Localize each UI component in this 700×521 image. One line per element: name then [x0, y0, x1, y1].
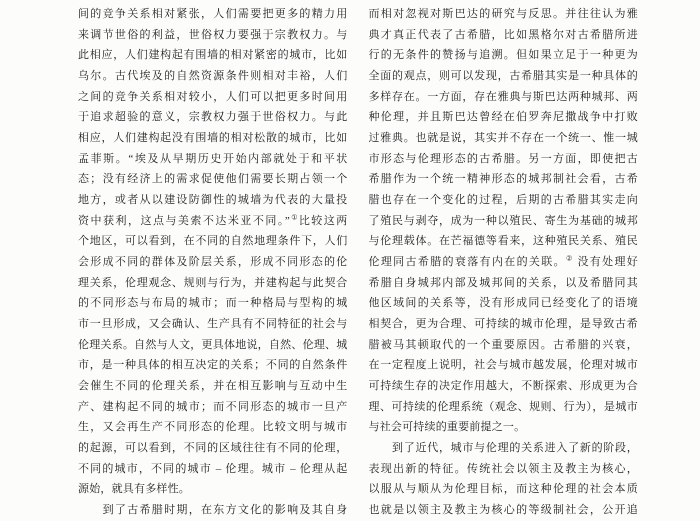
text-line: 伦理关系。自然与人文，更具体地说，自然、伦理、城 [78, 338, 348, 351]
text-line: 伦理同古希腊的衰落有内在的关联。② 没有处理好 [368, 254, 638, 269]
text-line: 市，是一种具体的相互决定的关系；不同的自然条件 [78, 359, 348, 372]
text-line: 全面的观点，则可以发现，古希腊其实是一种具体的 [368, 70, 638, 83]
text-line: 理、可持续的伦理系统（观念、规则、行为），是城市 [368, 400, 638, 413]
text-line: 希腊作为一个统一精神形态的城邦制社会看，古希 [368, 173, 638, 186]
text-line: 可持续生存的决定作用越大，不断探索、形成更为合 [368, 380, 638, 393]
text-line: 地方，或者从以建设防御性的城墙为代表的大量投 [78, 194, 348, 207]
text-line: 种伦理，并且斯巴达曾经在伯罗奔尼撒战争中打败 [368, 111, 638, 124]
text-line: 乌尔。古代埃及的自然资源条件则相对丰裕，人们 [78, 70, 348, 83]
text-line: 不同的城市，不同的城市 – 伦理。城市 – 伦理从起 [78, 462, 348, 475]
text-line: 间的竞争关系相对紧张，人们需要把更多的精力用 [78, 8, 348, 20]
text-line: 会形成不同的群体及阶层关系，形成不同形态的伦 [78, 256, 348, 269]
text-line: 他区域间的关系等，没有形成同已经变化了的语境 [368, 297, 638, 310]
text-line: 相契合，更为合理、可持续的城市伦理，是导致古希 [368, 318, 638, 331]
text-line: 市形态与伦理形态的古希腊。另一方面，即使把古 [368, 152, 638, 165]
text-line: 腊被马其顿取代的一个重要原因。古希腊的兴衰， [368, 338, 638, 351]
text-column-left [78, 4, 348, 521]
text-line: 源始，就具有多样性。 [78, 483, 190, 496]
text-line: 典才真正代表了古希腊，比如黑格尔对古希腊所进 [368, 28, 638, 41]
text-line: 市一旦形成，又会确认、生产具有不同特征的社会与 [78, 318, 348, 331]
text-line: 个地区，可以看到，在不同的自然地理条件下，人们 [78, 235, 348, 248]
text-line: 态；没有经济上的需求促使他们需要长期占领一个 [78, 173, 348, 186]
text-line: 在一定程度上说明，社会与城市越发展，伦理对城市 [368, 359, 638, 372]
text-line: 过雅典。也就是说，其实并不存在一个统一、惟一城 [368, 132, 638, 145]
text-line: 希腊自身城邦内部及城邦间的关系，以及希腊同其 [368, 276, 638, 289]
text-line: 理关系，伦理观念、规则与行为，并建构起与此契合 [78, 276, 348, 289]
text-line: 与伦理载体。在芒福德等看来，这种殖民关系、殖民 [368, 235, 638, 248]
text-line: 来调节世俗的利益，世俗权力要强于宗教权力。与 [78, 28, 348, 41]
text-line: 资中获利，这点与美索不达米亚不同。”①比较这两 [78, 213, 348, 227]
text-line: 于追求超验的意义，宗教权力强于世俗权力。与此 [78, 111, 348, 124]
text-line: 产、建构起不同的城市；而不同形态的城市一旦产 [78, 400, 348, 413]
text-line: 也就是以领主及教主为核心的等级制社会，公开追 [368, 504, 638, 517]
text-line: 了殖民与剥夺，成为一种以殖民、寄生为基础的城邦 [368, 214, 638, 227]
text-line: 的不同形态与布局的城市；而一种格局与型构的城 [78, 297, 348, 310]
text-line: 以服从与顺从为伦理目标，而这种伦理的社会本质 [368, 483, 638, 496]
text-line: 行的无条件的赞扬与追溯。但如果立足于一种更为 [368, 49, 638, 62]
text-line: 之间的竞争关系相对较小，人们可以把更多时间用 [78, 90, 348, 103]
text-line: 的起源，可以看到，不同的区域往往有不同的伦理， [78, 442, 348, 455]
text-line: 此相应，人们建构起有围墙的相对紧密的城市，比如 [78, 49, 348, 62]
text-line: 到了古希腊时期，在东方文化的影响及其自身 [78, 504, 348, 517]
text-line: 表现出新的特征。传统社会以领主及教主为核心， [368, 462, 638, 475]
text-line: 腊也存在一个变化的过程，后期的古希腊其实走向 [368, 194, 638, 207]
text-line: 与社会可持续的重要前提之一。 [368, 421, 526, 434]
text-column-right [369, 4, 639, 521]
text-line: 孟菲斯。“埃及从早期历史开始内部就处于和平状 [78, 152, 348, 165]
text-line: 多样存在。一方面，存在雅典与斯巴达两种城邦、两 [368, 90, 638, 103]
footnote-marker: ② [565, 254, 574, 263]
text-line: 生，又会再生产不同形态的伦理。比较文明与城市 [78, 421, 348, 434]
text-line: 相应，人们建构起没有围墙的相对松散的城市，比如 [78, 132, 348, 145]
text-line: 会催生不同的伦理关系，并在相互影响与互动中生 [78, 380, 348, 393]
footnote-marker: ① [289, 213, 299, 222]
text-line: 而相对忽视对斯巴达的研究与反思。并往往认为雅 [368, 8, 638, 20]
text-line: 到了近代，城市与伦理的关系进入了新的阶段， [368, 442, 638, 455]
